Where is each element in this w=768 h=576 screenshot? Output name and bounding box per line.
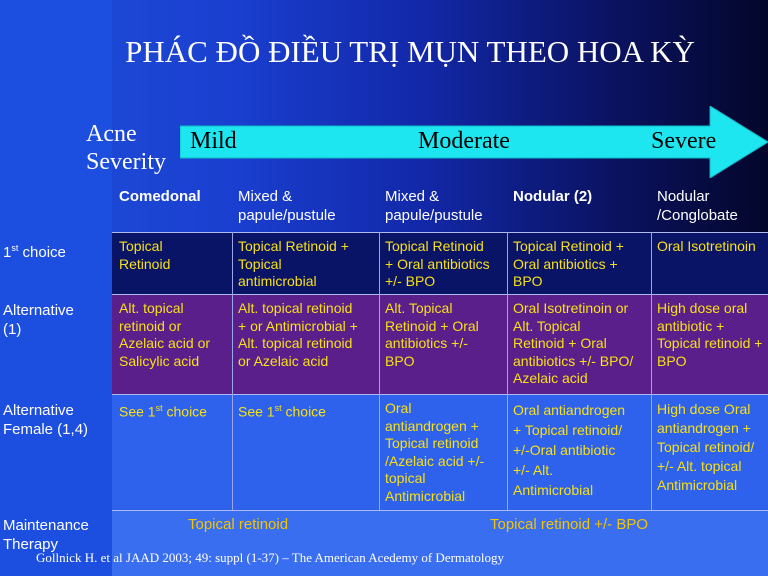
severity-mild: Mild <box>190 128 237 154</box>
column-header-nodular: Nodular (2) <box>513 188 593 205</box>
cell-female-mixed-2: Oral antiandrogen + Topical retinoid /Azelaic acid +/- topical Antimicrobial <box>385 400 485 504</box>
severity-moderate: Moderate <box>418 128 510 154</box>
column-header-conglobate: Nodular /Conglobate <box>657 188 738 224</box>
cell-alt-nodular: Oral Isotretinoin or Alt. Topical Retinoid + Oral antibiotics +/- BPO/ Azelaic acid <box>513 300 634 387</box>
left-band <box>0 0 112 576</box>
maintenance-right: Topical retinoid +/- BPO <box>490 516 648 533</box>
cell-alt-comedonal: Alt. topical retinoid or Azelaic acid or Salicylic acid <box>119 300 211 369</box>
grid-line <box>112 394 768 395</box>
cell-alt-conglobate: High dose oral antibiotic + Topical retinoid + BPO <box>657 300 763 369</box>
grid-line <box>112 294 768 295</box>
grid-line <box>651 232 652 510</box>
column-header-mixed-1: Mixed & papule/pustule <box>238 188 336 224</box>
cell-female-comedonal: See 1st choice <box>119 403 207 420</box>
row-label-female: Alternative Female (1,4) <box>3 402 89 438</box>
cell-first-mixed-1: Topical Retinoid + Topical antimicrobial <box>238 238 349 290</box>
citation-footer: Gollnick H. et al JAAD 2003; 49: suppl (1-37) – The American Acedemy of Dermatology <box>36 550 505 565</box>
grid-line <box>112 510 768 511</box>
maintenance-left: Topical retinoid <box>188 516 289 533</box>
cell-first-comedonal: Topical Retinoid <box>119 238 171 272</box>
row-label-maintenance: Maintenance Therapy <box>3 517 89 553</box>
row-label-first-choice: 1st choice <box>3 243 66 261</box>
cell-female-mixed-1: See 1st choice <box>238 403 326 420</box>
severity-label-line1: Acne <box>86 121 137 147</box>
cell-alt-mixed-1: Alt. topical retinoid + or Antimicrobial + Alt. topical retinoid or Azelaic acid <box>238 300 358 369</box>
grid-line <box>507 232 508 510</box>
column-header-comedonal: Comedonal <box>119 188 201 205</box>
cell-female-conglobate: High dose Oral antiandrogen + Topical retinoid/ +/- Alt. topical Antimicrobial <box>657 401 755 493</box>
grid-line <box>112 232 768 233</box>
severity-severe: Severe <box>651 128 717 154</box>
grid-line <box>232 232 233 510</box>
row-label-alternative: Alternative (1) <box>3 302 74 338</box>
grid-line <box>379 232 380 510</box>
cell-first-mixed-2: Topical Retinoid + Oral antibiotics +/- BPO <box>385 238 490 290</box>
cell-alt-mixed-2: Alt. Topical Retinoid + Oral antibiotics +/- BPO <box>385 300 479 369</box>
severity-label-line2: Severity <box>86 149 166 175</box>
column-header-mixed-2: Mixed & papule/pustule <box>385 188 483 224</box>
slide-title: PHÁC ĐỒ ĐIỀU TRỊ MỤN THEO HOA KỲ <box>125 34 695 69</box>
cell-first-conglobate: Oral Isotretinoin <box>657 238 756 254</box>
cell-first-nodular: Topical Retinoid + Oral antibiotics + BPO <box>513 238 624 290</box>
cell-female-nodular: Oral antiandrogen + Topical retinoid/ +/-Oral antibiotic +/- Alt. Antimicrobial <box>513 402 626 498</box>
